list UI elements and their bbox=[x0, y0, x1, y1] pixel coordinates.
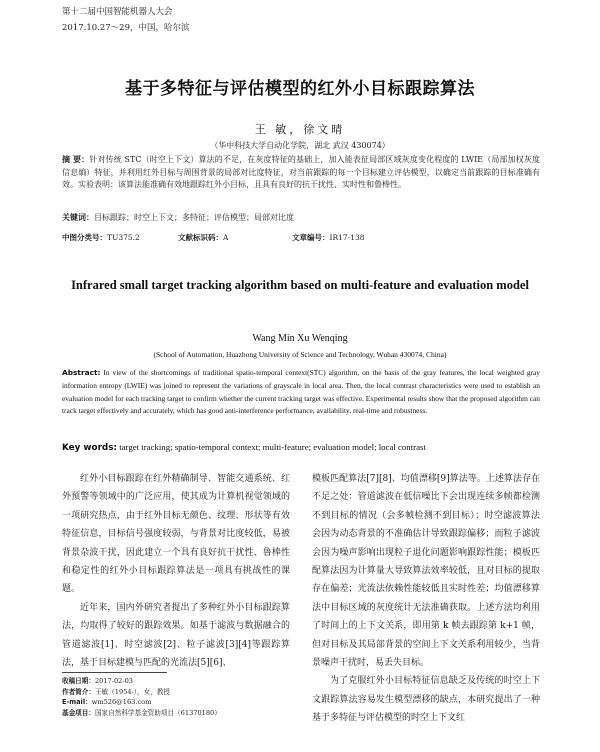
article-number-value: IR17-138 bbox=[329, 233, 365, 242]
abstract-en-label: Abstract: bbox=[62, 368, 101, 377]
author-bio-value: 王敏（1954-），女，教授 bbox=[94, 687, 171, 696]
received-date bbox=[62, 676, 302, 687]
keywords-en-label: Key words: bbox=[62, 443, 117, 453]
funding-value: 国家自然科学基金资助项目（61370180） bbox=[94, 708, 221, 717]
author-bio bbox=[62, 687, 302, 698]
footnote-divider bbox=[62, 672, 167, 673]
clc-label: 中图分类号： bbox=[62, 233, 107, 242]
abstract-cn-text: 针对传统 STC（时空上下文）算法的不足，在灰度特征的基础上，加入能表征局部区域灰度变化程度的 LWIE（局部加权灰度信息熵）特征，并利用红外目标与周围背景的局部对比度特征，对当前跟踪的每一个目标建立评估模型，以确定当前跟踪的目标准确有效。实验表明：该算法能准确有效地跟踪红外小目标，且具有良好的抗干扰性、实时性和鲁棒性。 bbox=[62, 155, 540, 189]
email-label: E-mail： bbox=[62, 698, 92, 706]
paper-title-en: Infrared small target tracking algorithm based on multi-feature and evaluation model bbox=[71, 278, 529, 292]
article-number bbox=[292, 232, 365, 243]
received-label: 收稿日期： bbox=[62, 677, 95, 685]
keywords-en bbox=[62, 441, 540, 454]
paper-title-cn: 基于多特征与评估模型的红外小目标跟踪算法 bbox=[125, 79, 475, 99]
abstract-cn-label: 摘 要： bbox=[62, 155, 90, 164]
body-left-column bbox=[62, 470, 290, 672]
body-paragraph: 红外小目标跟踪在红外精确制导、智能交通系统、红外预警等领域中的广泛应用，使其成为计算机视觉领域的一项研究热点，由于红外目标无颜色、纹理、形状等有效特征信息，目标信号强度较弱，与背景对比度较低，易被背景杂波干扰，因此建立一个具有良好抗干扰性、鲁棒性和稳定性的红外小目标跟踪算法是一项具有挑战性的课题。 bbox=[62, 474, 290, 595]
footnote bbox=[62, 676, 302, 718]
affiliation-en: (School of Automation, Huazhong University of Science and Technology, Wuhan 430074, China) bbox=[153, 350, 447, 359]
authors-cn: 王 敏，徐文晴 bbox=[254, 123, 346, 136]
body-paragraph: 近年来，国内外研究者提出了多种红外小目标跟踪算法，均取得了较好的跟踪效果。如基于滤波与数据融合的管道滤波[1]、时空滤波[2]、粒子滤波[3][4]等跟踪算法，基于目标建模与匹配的光流法[5][6]、 bbox=[62, 602, 290, 669]
clc-number bbox=[62, 232, 140, 243]
keywords-cn bbox=[62, 212, 540, 224]
author-bio-label: 作者简介： bbox=[62, 687, 95, 696]
affiliation-cn: （华中科技大学自动化学院，湖北 武汉 430074） bbox=[210, 141, 390, 150]
keywords-cn-text: 目标跟踪；时空上下文；多特征；评估模型；局部对比度 bbox=[94, 213, 294, 222]
classification-row bbox=[62, 232, 540, 244]
body-paragraph: 为了克服红外小目标特征信息缺乏及传统的时空上下文跟踪算法容易发生模型漂移的缺点，本研究提出了一种基于多特征与评估模型的时空上下文红 bbox=[312, 676, 540, 724]
conference-name: 第十二届中国智能机器人大会 bbox=[62, 7, 173, 17]
body-paragraph: 模板匹配算法[7][8]、均值漂移[9]算法等。上述算法存在不足之处：管道滤波在低信噪比下会出现连续多帧都检测不到目标的情况（会多帧检测不到目标）；时空滤波算法会因为动态背景的不准确估计导致跟踪偏移；而粒子滤波会因为噪声影响出现粒子退化问题影响跟踪性能；模板匹配算法因为计算量大导致算法效率较低，且对目标的提取存在偏差；光流法依赖性能较低且实时性差；均值漂移算法中目标区域的灰度统计无法准确获取。上述方法均利用了时间上的上下文关系，即用第 k 帧去跟踪第 k+1 帧，但对目标及其局部背景的空间上下文关系利用较少，当背景噪声干扰时，易丢失目标。 bbox=[312, 474, 540, 669]
keywords-cn-label: 关键词： bbox=[62, 213, 94, 222]
article-number-label: 文章编号： bbox=[292, 233, 330, 242]
abstract-en-text: In view of the shortcomings of traditional spatio-temporal context(STC) algorithm, on the basis of the gray features, the local weighted gray information entropy (LWIE) was joined to represent the variations of grayscale in local area. Then, the local contrast characteristics were used to establish an evaluation model for each tracking target to confirm whether the current tracking target was effective. Experimental results show that the proposed algorithm can track target effectively and accurately, which has good anti-interference performance, availability, real-time and robustness. bbox=[62, 368, 540, 416]
keywords-en-text: target tracking; spatio-temporal context; multi-feature; evaluation model; local contrast bbox=[119, 442, 426, 452]
doc-code-value: A bbox=[223, 233, 229, 242]
clc-value: TU375.2 bbox=[107, 233, 140, 242]
received-value: 2017-02-03 bbox=[94, 677, 133, 685]
email-value: wm526@163.com bbox=[91, 698, 152, 706]
abstract-cn bbox=[62, 154, 540, 192]
abstract-en bbox=[62, 367, 540, 418]
authors-en: Wang Min Xu Wenqing bbox=[252, 333, 348, 344]
author-email bbox=[62, 697, 302, 708]
funding-label: 基金项目： bbox=[62, 708, 95, 717]
document-code bbox=[178, 232, 228, 243]
conference-date-location: 2017.10.27～29，中国，哈尔滨 bbox=[62, 23, 190, 33]
doc-code-label: 文献标识码： bbox=[178, 233, 223, 242]
body-right-column bbox=[312, 470, 540, 728]
funding bbox=[62, 708, 302, 719]
